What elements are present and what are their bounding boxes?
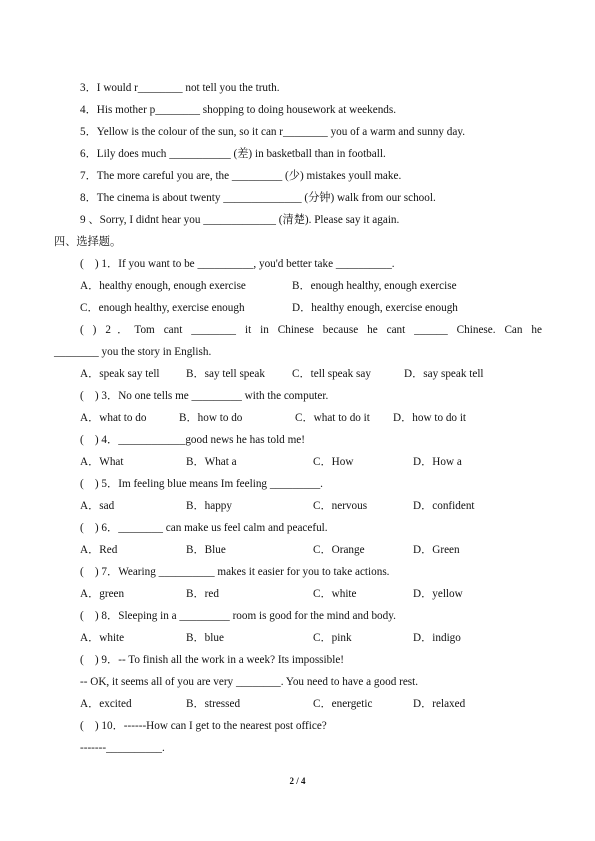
question-2-stem: ( ) 2．Tom cant ________ it in Chinese because he cant ______ Chinese. Can he [80,324,542,336]
item-text: His mother p________ shopping to doing housework at weekends. [96,104,397,116]
question-4-stem: ( ) 4．____________good news he has told me! [80,434,305,446]
question-8-option-a: A．white [80,632,125,644]
item-text: Lily does much ___________ (差) in basketball than in football. [96,148,386,160]
question-2-option-b: B．say tell speak [186,368,265,380]
question-5-option-a: A．sad [80,500,115,512]
fill-in-item-5 [80,125,465,139]
question-10-stem-continued: -------__________. [80,742,165,754]
question-5-option-b: B．happy [186,500,232,512]
question-4-option-b: B．What a [186,456,237,468]
item-number: 4． [80,104,97,116]
question-8-option-c: C．pink [313,632,352,644]
item-number: 8． [80,192,97,204]
question-7-option-a: A．green [80,588,125,600]
question-2-option-c: C．tell speak say [292,368,371,380]
question-2-stem-continued: ________ you the story in English. [54,346,212,358]
question-3-stem: ( ) 3．No one tells me _________ with the computer. [80,390,329,402]
question-9-option-b: B．stressed [186,698,241,710]
question-7-option-b: B．red [186,588,219,600]
fill-in-item-3 [80,81,280,95]
question-6-option-a: A．Red [80,544,118,556]
fill-in-item-4 [80,103,396,117]
item-number: 7． [80,170,97,182]
question-7-option-c: C．white [313,588,357,600]
question-9-option-a: A．excited [80,698,132,710]
question-3-option-d: D．how to do it [393,412,467,424]
question-7-option-d: D．yellow [413,588,463,600]
question-4-option-c: C．How [313,456,354,468]
item-text: Sorry, I didnt hear you _____________ (清楚). Please say it again. [99,214,400,226]
question-6-stem: ( ) 6．________ can make us feel calm and peaceful. [80,522,328,534]
question-5-stem: ( ) 5．Im feeling blue means Im feeling _________. [80,478,323,490]
question-10-stem: ( ) 10．------How can I get to the nearest post office? [80,720,327,732]
item-number: 6． [80,148,97,160]
fill-in-item-8 [80,191,436,205]
question-9-stem: ( ) 9．-- To finish all the work in a week? Its impossible! [80,654,345,666]
item-text: The more careful you are, the _________ (少) mistakes youll make. [96,170,402,182]
item-text: I would r________ not tell you the truth. [96,82,280,94]
page-number: 2 / 4 [289,776,306,786]
question-7-stem: ( ) 7．Wearing __________ makes it easier for you to take actions. [80,566,390,578]
question-3-option-b: B．how to do [179,412,243,424]
question-2-option-d: D．say speak tell [404,368,484,380]
question-3-option-a: A．what to do [80,412,147,424]
item-text: The cinema is about twenty ______________ (分钟) walk from our school. [96,192,436,204]
question-3-option-c: C．what to do it [295,412,370,424]
question-2-option-a: A．speak say tell [80,368,160,380]
item-number: 5． [80,126,97,138]
question-8-option-d: D．indigo [413,632,461,644]
question-8-stem: ( ) 8．Sleeping in a _________ room is good for the mind and body. [80,610,396,622]
question-8-option-b: B．blue [186,632,224,644]
question-5-option-c: C．nervous [313,500,368,512]
question-6-option-d: D．Green [413,544,460,556]
question-5-option-d: D．confident [413,500,475,512]
item-text: Yellow is the colour of the sun, so it can r________ you of a warm and sunny day. [96,126,465,138]
question-9-option-c: C．energetic [313,698,373,710]
question-6-option-c: C．Orange [313,544,365,556]
question-9-stem-continued: -- OK, it seems all of you are very ________. You need to have a good rest. [80,676,419,688]
question-4-option-d: D．How a [413,456,462,468]
question-1-stem: ( ) 1．If you want to be __________, you'd better take __________. [80,258,395,270]
question-1-option-a: A．healthy enough, enough exercise [80,280,246,292]
item-number: 3． [80,82,97,94]
item-number: 9 、 [80,214,100,226]
fill-in-item-6 [80,147,386,161]
question-1-option-c: C．enough healthy, exercise enough [80,302,245,314]
question-6-option-b: B．Blue [186,544,226,556]
question-4-option-a: A．What [80,456,124,468]
question-1-option-b: B．enough healthy, enough exercise [292,280,457,292]
fill-in-item-9 [80,213,399,227]
section-title: 四、选择题。 [54,236,122,248]
question-1-option-d: D．healthy enough, exercise enough [292,302,458,314]
question-9-option-d: D．relaxed [413,698,466,710]
fill-in-item-7 [80,169,401,183]
